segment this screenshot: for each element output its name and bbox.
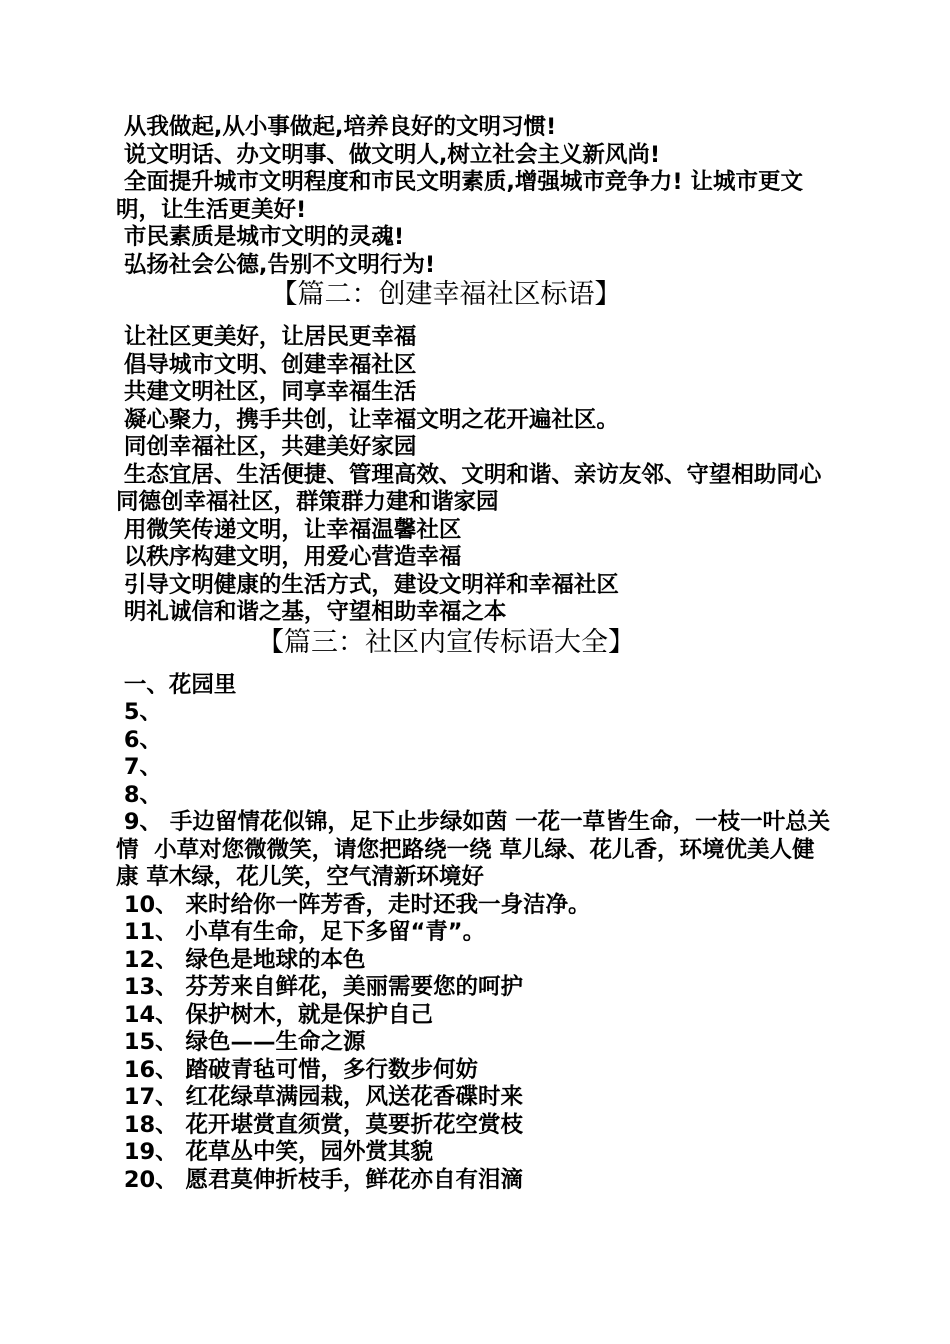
slogan-line: 共建文明社区，同享幸福生活 — [116, 379, 417, 405]
slogan-line: 用微笑传递文明，让幸福温馨社区 — [116, 516, 462, 543]
slogan-line: 从我做起,从小事做起,培养良好的文明习惯! — [116, 114, 557, 140]
list-item: 20、 愿君莫伸折枝手，鲜花亦自有泪滴 — [116, 1166, 523, 1193]
slogan-line: 生态宜居、生活便捷、管理高效、文明和谐、亲访友邻、守望相助同心同德创幸福社区，群策群力建和谐家园 — [116, 461, 822, 515]
list-item: 11、 小草有生命，足下多留“青”。 — [116, 919, 486, 945]
section-happy-community — [116, 279, 836, 627]
list-item: 18、 花开堪赏直须赏，莫要折花空赏枝 — [116, 1111, 523, 1138]
list-item: 10、 来时给你一阵芳香，走时还我一身洁净。 — [116, 891, 591, 918]
section-heading: 【篇二：创建幸福社区标语】 — [270, 279, 622, 310]
list-item: 12、 绿色是地球的本色 — [116, 946, 366, 973]
slogan-line: 全面提升城市文明程度和市民文明素质,增强城市竞争力! 让城市更文明，让生活更美好! — [116, 169, 803, 223]
slogan-line: 同创幸福社区，共建美好家园 — [116, 434, 417, 460]
list-item: 16、 踏破青毡可惜，多行数步何妨 — [116, 1056, 478, 1083]
list-item: 15、 绿色——生命之源 — [116, 1029, 366, 1055]
list-item: 17、 红花绿草满园栽，风送花香碟时来 — [116, 1084, 523, 1110]
list-item: 7、 — [116, 754, 162, 780]
document-body — [116, 114, 836, 1194]
slogan-line: 市民素质是城市文明的灵魂! — [116, 224, 405, 250]
slogan-line: 引导文明健康的生活方式，建设文明祥和幸福社区 — [116, 571, 619, 598]
slogan-line: 弘扬社会公德,告别不文明行为! — [116, 251, 436, 278]
section-heading: 【篇三：社区内宣传标语大全】 — [257, 626, 635, 658]
subsection-title: 一、花园里 — [116, 671, 237, 698]
slogan-line: 以秩序构建文明，用爱心营造幸福 — [116, 544, 462, 570]
section-civilization-slogans — [116, 114, 836, 279]
slogan-line: 让社区更美好，让居民更幸福 — [116, 324, 417, 350]
slogan-line: 说文明话、办文明事、做文明人,树立社会主义新风尚! — [116, 141, 661, 168]
list-item: 19、 花草丛中笑，园外赏其貌 — [116, 1139, 433, 1165]
slogan-line: 明礼诚信和谐之基，守望相助幸福之本 — [116, 599, 507, 625]
list-item: 14、 保护树木，就是保护自己 — [116, 1001, 433, 1028]
list-item: 9、 手边留情花似锦，足下止步绿如茵 一花一草皆生命，一枝一叶总关情 小草对您微微笑，请您把路绕一绕 草儿绿、花儿香，环境优美人健康 草木绿，花儿笑，空气清新环境好 — [116, 809, 831, 890]
slogan-line: 倡导城市文明、创建幸福社区 — [116, 351, 417, 378]
list-item: 5、 — [116, 699, 162, 725]
list-item: 8、 — [116, 781, 162, 808]
list-item: 13、 芬芳来自鲜花，美丽需要您的呵护 — [116, 974, 523, 1000]
slogan-line: 凝心聚力，携手共创，让幸福文明之花开遍社区。 — [116, 406, 619, 433]
section-community-publicity — [116, 627, 836, 1195]
list-item: 6、 — [116, 726, 162, 753]
